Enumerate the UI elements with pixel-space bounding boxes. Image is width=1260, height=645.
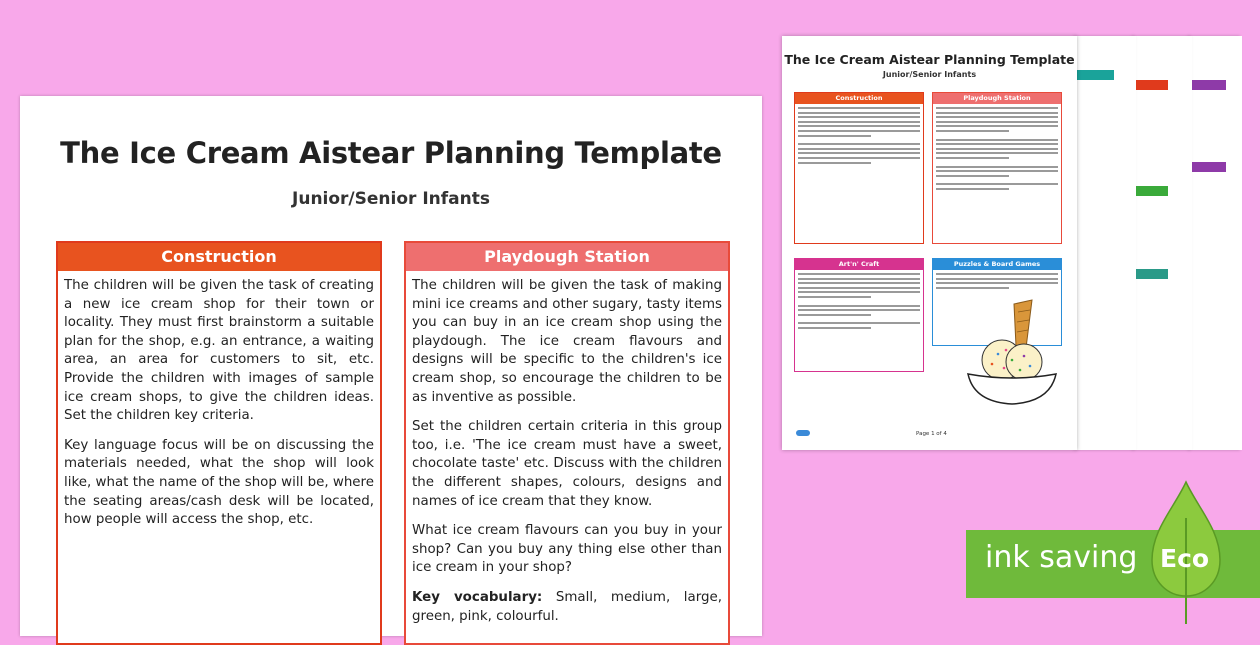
thumbnail-page-number: Page 1 of 4 (916, 431, 947, 437)
thumbnail-art-box (794, 258, 924, 372)
thumbnail-box-heading: Puzzles & Board Games (933, 259, 1061, 270)
thumbnail-page-back (1134, 36, 1192, 450)
playdough-body (406, 271, 728, 626)
thumbnail-page-back (1190, 36, 1242, 450)
thumbnail-playdough-box (932, 92, 1062, 244)
document-title: The Ice Cream Aistear Planning Template (60, 136, 722, 170)
playdough-heading: Playdough Station (406, 243, 728, 271)
thumbnail-title: The Ice Cream Aistear Planning Template (784, 52, 1075, 67)
key-vocabulary (412, 589, 722, 626)
thumbnail-page-back (1076, 36, 1136, 450)
twinkl-logo-icon (796, 430, 810, 436)
thumbnail-subtitle: Junior/Senior Infants (882, 70, 977, 79)
thumbnail-construction-box (794, 92, 924, 244)
thumbnail-page-front (782, 36, 1077, 450)
playdough-section (404, 241, 730, 645)
thumbnail-box-heading: Playdough Station (933, 93, 1061, 104)
document-page (20, 96, 762, 636)
construction-section (56, 241, 382, 645)
color-strip (1134, 269, 1168, 279)
document-subtitle: Junior/Senior Infants (292, 189, 490, 209)
playdough-paragraph: What ice cream flavours can you buy in your shop? Can you buy any thing else other than ice cream in your shop? (412, 523, 722, 576)
color-strip (1192, 80, 1226, 90)
eco-label: Eco (1160, 544, 1210, 573)
construction-heading: Construction (58, 243, 380, 271)
thumbnail-box-heading: Construction (795, 93, 923, 104)
ink-saving-label: ink saving (985, 540, 1138, 575)
key-vocabulary-text: Small, medium, large, green, pink, colourful. (412, 589, 723, 624)
color-strip (1134, 186, 1168, 196)
playdough-paragraph: The children will be given the task of making mini ice creams and other sugary, tasty items you can buy in an ice cream shop using the playdough. The ice cream flavours and designs will be specific to the children's ice cream shop, so encourage the children to be as inventive as possible. (412, 278, 722, 405)
thumbnail-box-heading: Art'n' Craft (795, 259, 923, 270)
playdough-paragraph: Set the children certain criteria in this group too, i.e. 'The ice cream must have a sweet, chocolate taste' etc. Discuss with the children the different shapes, colours, designs and names of ice cream that they know. (412, 419, 722, 509)
construction-paragraph: Key language focus will be on discussing the materials needed, what the shop will look like, what the name of the shop will be, where the seating areas/cash desk will be located, how people will access the shop, etc. (64, 437, 374, 528)
color-strip (1192, 162, 1226, 172)
color-strip (1134, 80, 1168, 90)
key-vocabulary-label: Key vocabulary: (412, 589, 543, 605)
color-strip (1076, 70, 1114, 80)
ice-cream-bowl-illustration (962, 298, 1062, 410)
construction-paragraph: The children will be given the task of creating a new ice cream shop for their town or locality. They must first brainstorm a suitable plan for the shop, e.g. an entrance, a waiting area, an area for customers to sit, etc. Provide the children with images of sample ice cream shops, to give the children ideas. Set the children key criteria. (64, 278, 374, 424)
construction-body (58, 271, 380, 530)
